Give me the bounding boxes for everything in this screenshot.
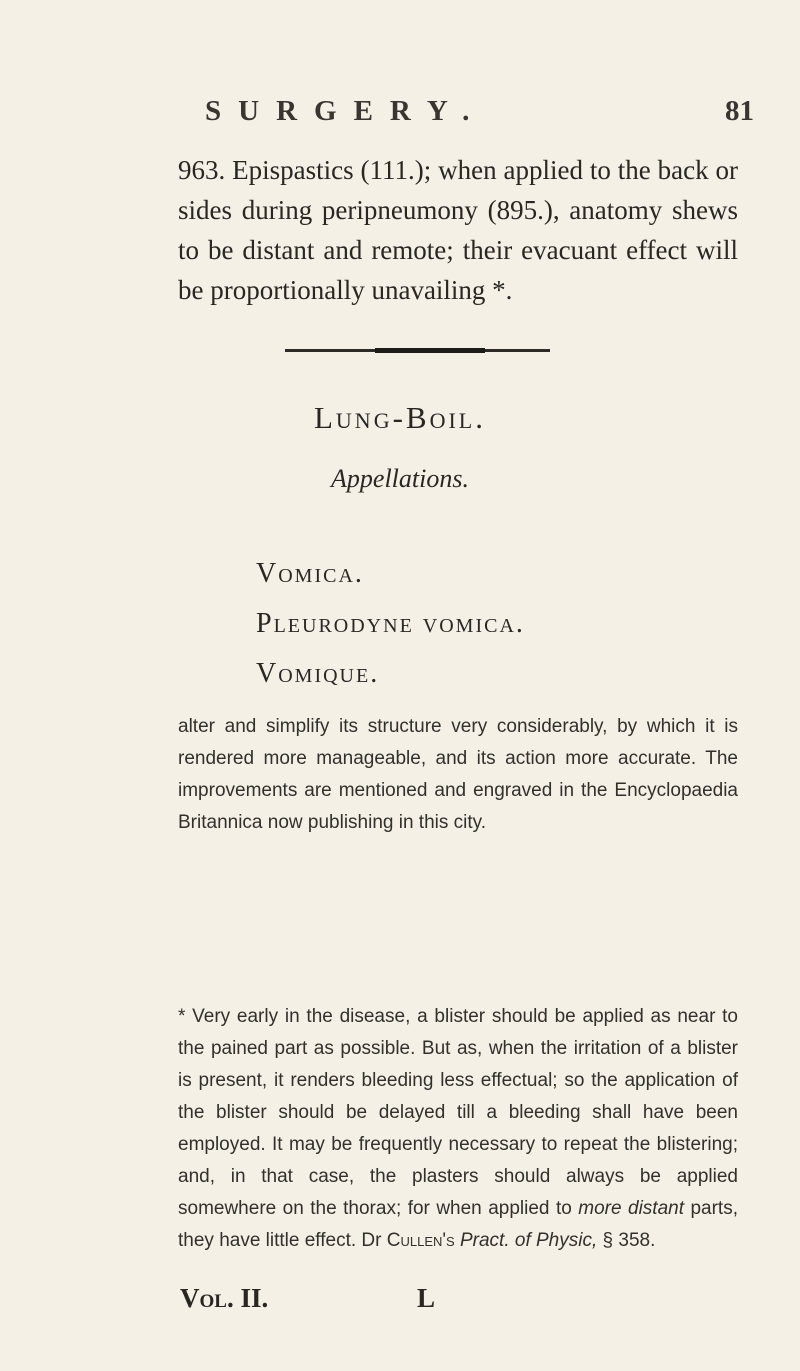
running-head: SURGERY. (205, 95, 487, 127)
signature-mark: L (417, 1283, 436, 1313)
footnote-text-mid: parts, they have little effect. Dr (178, 1198, 738, 1251)
section-title: Lung-Boil. (313, 400, 486, 435)
footnote-author: Cullen's (386, 1230, 455, 1251)
note-continuation: alter and simplify its structure very considerably, by which it is rendered more manageable, and its action more accurate. The improvements are mentioned and engraved in the Encyclopaedia Britannica now publishing in this city. (178, 716, 738, 833)
synonym-entry: Pleurodyne vomica. (256, 608, 525, 639)
footnote-citation: Pract. of Physic, (459, 1230, 598, 1251)
synonym-entry: Vomique. (256, 658, 380, 689)
page-header (0, 95, 800, 135)
footnote-text: * Very early in the disease, a blister should be applied as near to the pained part as possible. But as, when the irritation of a blister is present, it renders bleeding less effectual; so the application of the blister should be delayed till a bleeding shall have been employed. It may be frequently necessary to repeat the blistering; and, in that case, the plasters should always be applied somewhere on the thorax; for when applied to (178, 1006, 738, 1219)
page-footer (0, 1283, 800, 1323)
volume-signature: Vol. II. (180, 1283, 269, 1313)
section-subtitle: Appellations. (331, 464, 469, 493)
footnote-section: § 358. (597, 1230, 656, 1251)
main-paragraph: 963. Epispastics (111.); when applied to the back or sides during peripneumony (895.), anatomy shews to be distant and remote; their evacuant effect will be proportionally unavailing *. (178, 155, 738, 305)
footnote-italic-phrase: more distant (578, 1198, 684, 1219)
footnote (178, 1001, 738, 1257)
synonym-entry: Vomica. (256, 558, 364, 589)
page-number: 81 (725, 95, 754, 127)
section-divider-rule (285, 349, 550, 352)
